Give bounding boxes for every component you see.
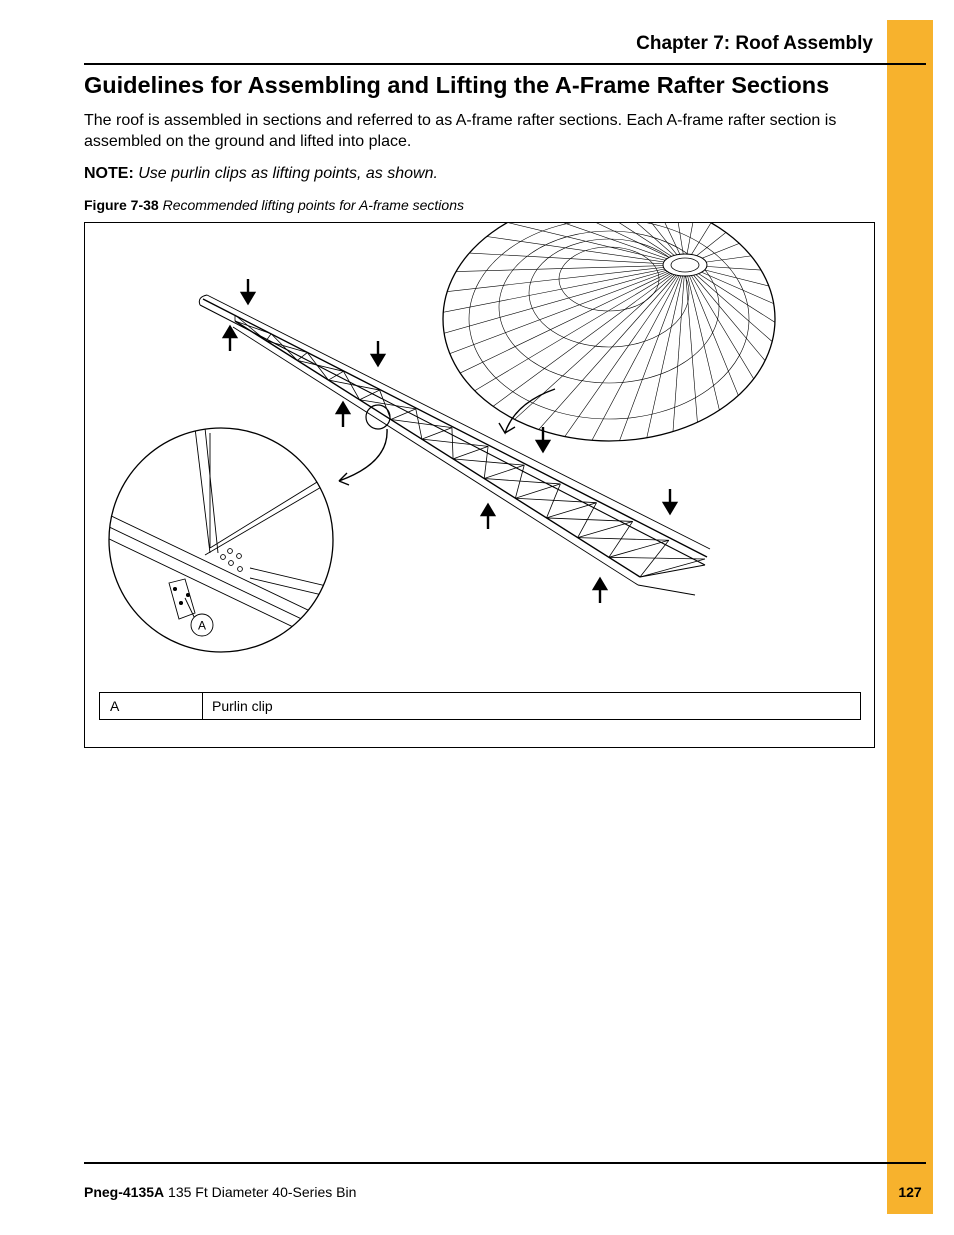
purlin-clip-detail xyxy=(105,428,335,652)
intro-paragraph: The roof is assembled in sections and referred to as A-frame rafter sections. Each A-frame rafter section is assembled on the ground and lifted into place. xyxy=(84,112,837,150)
legend-table xyxy=(99,692,861,720)
roof-dome-drawing xyxy=(409,223,809,469)
note xyxy=(84,165,438,183)
doc-id: Pneg-4135A xyxy=(84,1184,165,1200)
chapter-tab xyxy=(887,20,933,1214)
curved-arrow-detail xyxy=(339,429,387,485)
section-title: Guidelines for Assembling and Lifting the A-Frame Rafter Sections xyxy=(84,72,830,98)
note-label: NOTE: xyxy=(84,165,134,182)
figure-frame xyxy=(84,222,875,748)
note-text: Use purlin clips as lifting points, as shown. xyxy=(138,165,438,182)
header-rule xyxy=(84,63,926,65)
figure-description: Recommended lifting points for A-frame sections xyxy=(162,197,464,213)
figure-number: Figure 7-38 xyxy=(84,197,159,213)
legend-value: Purlin clip xyxy=(212,698,273,714)
callout-letter: A xyxy=(197,618,207,633)
page-number: 127 xyxy=(898,1184,922,1200)
footer-doc xyxy=(84,1184,356,1200)
doc-title: 135 Ft Diameter 40-Series Bin xyxy=(168,1184,357,1200)
figure-illustration xyxy=(85,223,874,689)
footer-rule xyxy=(84,1162,926,1164)
figure-caption xyxy=(84,197,464,213)
chapter-heading: Chapter 7: Roof Assembly xyxy=(636,33,873,54)
legend-key: A xyxy=(100,693,203,719)
